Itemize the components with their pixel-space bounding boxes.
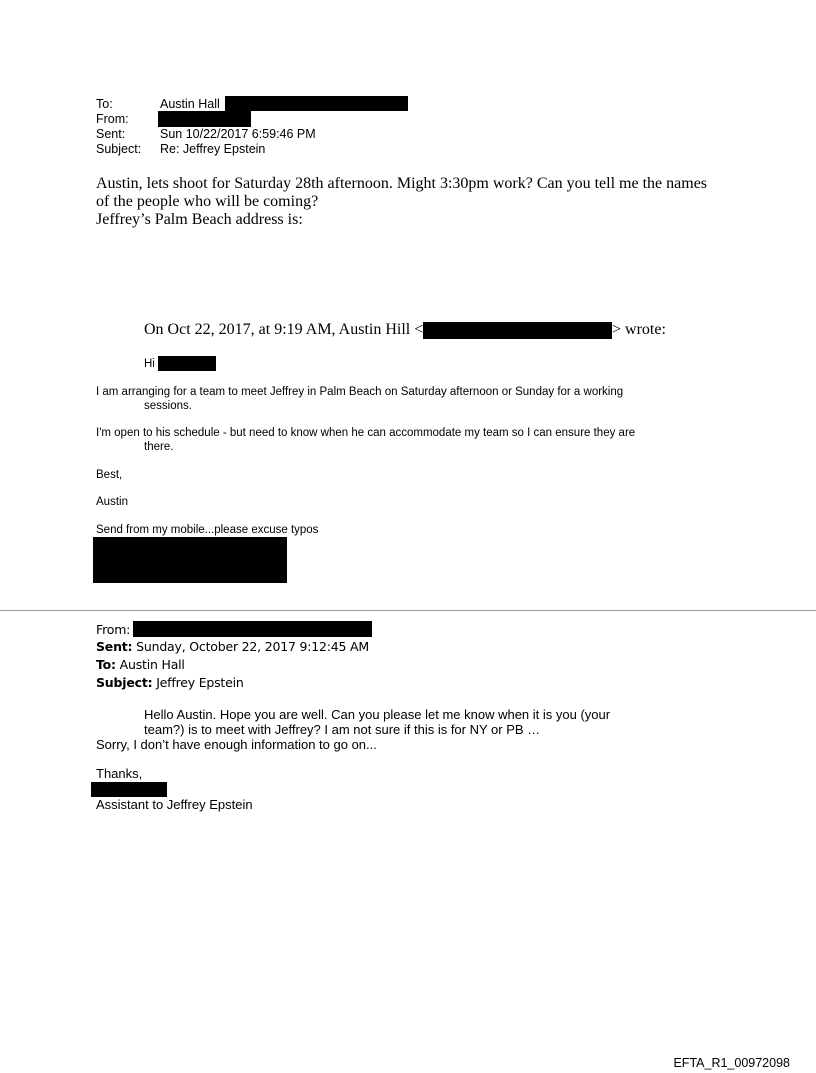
redaction-orig-signature <box>91 782 167 797</box>
sent-label: Sent: <box>96 127 126 141</box>
orig-subject-label: Subject: <box>96 675 153 690</box>
orig-sent-label: Sent: <box>96 639 133 654</box>
quote-greeting: Hi <box>144 358 155 370</box>
orig-subject <box>96 674 244 691</box>
redaction-signature-block <box>93 537 287 583</box>
quote-closing: Best, <box>96 469 123 481</box>
quote-paragraph: there. <box>144 441 174 453</box>
quote-paragraph: I am arranging for a team to meet Jeffrey in Palm Beach on Saturday afternoon or Sunday for a working <box>96 386 624 398</box>
quote-intro-prefix: On Oct 22, 2017, at 9:19 AM, Austin Hill < <box>144 321 424 338</box>
reply-line: of the people who will be coming? <box>96 193 319 210</box>
from-label: From: <box>96 112 129 126</box>
orig-sent-value: Sunday, October 22, 2017 9:12:45 AM <box>136 639 369 654</box>
subject-label: Subject: <box>96 142 142 156</box>
orig-body-line: team?) is to meet with Jeffrey? I am not sure if this is for NY or PB … <box>144 722 541 737</box>
sent-value: Sun 10/22/2017 6:59:46 PM <box>160 127 316 141</box>
quote-paragraph: sessions. <box>144 400 192 412</box>
to-label: To: <box>96 97 113 111</box>
redaction-from <box>158 111 251 127</box>
orig-thanks: Thanks, <box>96 766 143 781</box>
reply-line: Austin, lets shoot for Saturday 28th afternoon. Might 3:30pm work? Can you tell me the names <box>96 175 708 192</box>
redaction-recipient-name <box>158 356 216 371</box>
orig-sent <box>96 638 369 655</box>
orig-body-line: Hello Austin. Hope you are well. Can you please let me know when it is you (your <box>144 707 611 722</box>
quote-name: Austin <box>96 496 128 508</box>
quote-signature: Send from my mobile...please excuse typos <box>96 524 319 536</box>
orig-subject-value: Jeffrey Epstein <box>156 675 244 690</box>
subject-value: Re: Jeffrey Epstein <box>160 142 266 156</box>
to-value: Austin Hall <box>160 97 220 111</box>
reply-line: Jeffrey’s Palm Beach address is: <box>96 211 303 228</box>
redaction-orig-from <box>133 621 372 637</box>
orig-to-value: Austin Hall <box>119 657 185 672</box>
orig-sig-title: Assistant to Jeffrey Epstein <box>96 797 253 812</box>
orig-to-label: To: <box>96 657 116 672</box>
quote-paragraph: I'm open to his schedule - but need to know when he can accommodate my team so I can ensure they are <box>96 427 636 439</box>
section-divider <box>0 610 816 611</box>
quote-intro-suffix: > wrote: <box>612 321 666 338</box>
orig-to <box>96 656 185 673</box>
orig-body-line: Sorry, I don’t have enough information to go on... <box>96 737 377 752</box>
redaction-sender-email <box>423 322 612 339</box>
orig-from-label: From: <box>96 622 131 637</box>
redaction-to-email <box>225 96 408 111</box>
document-id: EFTA_R1_00972098 <box>673 1056 790 1070</box>
